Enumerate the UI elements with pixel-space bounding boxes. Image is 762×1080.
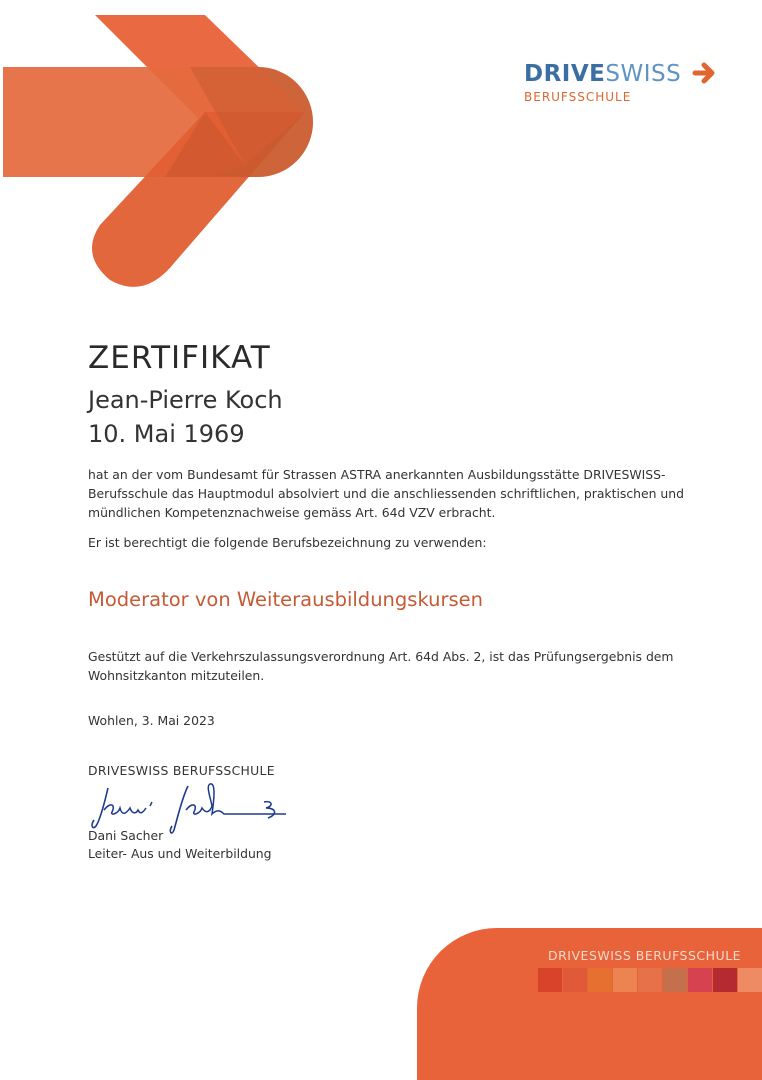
logo-brand-part2: SWISS bbox=[605, 61, 682, 87]
issuing-organization: DRIVESWISS BERUFSSCHULE bbox=[88, 763, 275, 778]
signer-name: Dani Sacher bbox=[88, 828, 164, 843]
arrow-right-icon bbox=[692, 62, 718, 84]
recipient-name: Jean-Pierre Koch bbox=[88, 386, 283, 414]
legal-notice-paragraph: Gestützt auf die Verkehrszulassungsverordnung Art. 64d Abs. 2, ist das Prüfungsergebnis dem Wohnsitzkanton mitzuteilen. bbox=[88, 649, 674, 683]
place-and-date: Wohlen, 3. Mai 2023 bbox=[88, 713, 215, 728]
signer-role: Leiter- Aus und Weiterbildung bbox=[88, 846, 272, 861]
color-swatch bbox=[563, 968, 587, 992]
logo-wordmark bbox=[524, 60, 681, 88]
color-swatch bbox=[613, 968, 637, 992]
decorative-arrow-graphic bbox=[0, 0, 330, 300]
footer-label: DRIVESWISS BERUFSSCHULE bbox=[548, 948, 742, 963]
color-swatch bbox=[538, 968, 562, 992]
entitlement-paragraph: Er ist berechtigt die folgende Berufsbezeichnung zu verwenden: bbox=[88, 535, 487, 550]
logo-subtitle: BERUFSSCHULE bbox=[524, 90, 632, 104]
color-swatch bbox=[688, 968, 712, 992]
color-swatch bbox=[738, 968, 762, 992]
date-of-birth: 10. Mai 1969 bbox=[88, 420, 245, 448]
color-swatch bbox=[588, 968, 612, 992]
footer-color-swatches bbox=[538, 968, 762, 992]
certificate-title: ZERTIFIKAT bbox=[88, 340, 271, 376]
certification-paragraph: hat an der vom Bundesamt für Strassen ASTRA anerkannten Ausbildungsstätte DRIVESWISS-Berufsschule das Hauptmodul absolviert und die anschliessenden schriftlichen, praktischen und mündlichen Kompetenznachweise gemäss Art. 64d VZV erbracht. bbox=[88, 467, 685, 520]
driveswiss-logo bbox=[524, 60, 681, 104]
color-swatch bbox=[713, 968, 737, 992]
color-swatch bbox=[663, 968, 687, 992]
color-swatch bbox=[638, 968, 662, 992]
logo-brand-part1: DRIVE bbox=[524, 61, 606, 87]
profession-title: Moderator von Weiterausbildungskursen bbox=[88, 588, 484, 611]
